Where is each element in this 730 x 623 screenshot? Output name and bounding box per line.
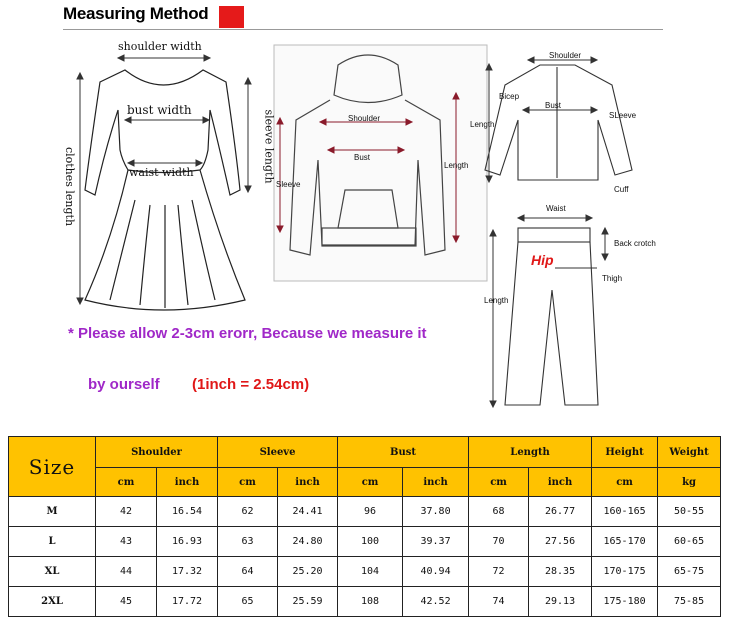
table-cell: 16.54 <box>157 497 218 527</box>
table-cell: 26.77 <box>529 497 592 527</box>
unit-cell: inch <box>403 468 469 497</box>
shirt-shoulder-label: Shoulder <box>549 51 582 60</box>
shirt-bust-label: Bust <box>545 101 562 110</box>
unit-cell: inch <box>529 468 592 497</box>
pants-thigh-label: Thigh <box>602 274 623 283</box>
table-cell: 104 <box>338 557 403 587</box>
size-chart-table <box>8 436 721 617</box>
table-cell: 160-165 <box>592 497 658 527</box>
table-cell: 75-85 <box>658 587 721 617</box>
table-cell: 29.13 <box>529 587 592 617</box>
dress-shoulder-label: shoulder width <box>118 40 202 53</box>
table-cell: 17.72 <box>157 587 218 617</box>
unit-cell: kg <box>658 468 721 497</box>
table-cell: 17.32 <box>157 557 218 587</box>
unit-cell: cm <box>218 468 278 497</box>
table-cell: 16.93 <box>157 527 218 557</box>
table-cell: 170-175 <box>592 557 658 587</box>
table-cell: 42.52 <box>403 587 469 617</box>
table-cell: 63 <box>218 527 278 557</box>
size-header: Size <box>9 437 96 497</box>
col-group-sleeve: Sleeve <box>218 437 338 468</box>
table-group-header-row <box>9 437 721 468</box>
dress-bust-label: bust width <box>127 103 192 117</box>
table-cell: 175-180 <box>592 587 658 617</box>
size-name-cell: 2XL <box>9 587 96 617</box>
dress-waist-label: waist width <box>129 166 194 179</box>
pants-backcrotch-label: Back crotch <box>614 239 656 248</box>
table-cell: 96 <box>338 497 403 527</box>
shirt-cuff-label: Cuff <box>614 185 629 194</box>
pants-waist-label: Waist <box>546 204 566 213</box>
col-group-shoulder: Shoulder <box>96 437 218 468</box>
table-cell: 45 <box>96 587 157 617</box>
table-cell: 100 <box>338 527 403 557</box>
unit-cell: inch <box>278 468 338 497</box>
pants-hip-label: Hip <box>531 252 554 268</box>
table-unit-header-row <box>9 468 721 497</box>
col-group-weight: Weight <box>658 437 721 468</box>
table-cell: 39.37 <box>403 527 469 557</box>
shirt-bicep-label: Bicep <box>499 92 520 101</box>
col-group-height: Height <box>592 437 658 468</box>
shirt-length-label: Length <box>470 120 495 129</box>
table-cell: 64 <box>218 557 278 587</box>
hoodie-bust-label: Bust <box>354 153 371 162</box>
table-cell: 37.80 <box>403 497 469 527</box>
dress-sleeve-label: sleeve length <box>262 109 276 184</box>
shirt-drawing <box>485 65 632 180</box>
table-cell: 62 <box>218 497 278 527</box>
unit-cell: cm <box>592 468 658 497</box>
shirt-arrows <box>486 57 597 182</box>
table-cell: 28.35 <box>529 557 592 587</box>
table-cell: 44 <box>96 557 157 587</box>
hoodie-shoulder-label: Shoulder <box>348 114 381 123</box>
table-row <box>9 587 721 617</box>
size-name-cell: XL <box>9 557 96 587</box>
table-cell: 24.41 <box>278 497 338 527</box>
table-cell: 42 <box>96 497 157 527</box>
table-cell: 65-75 <box>658 557 721 587</box>
error-note: * Please allow 2-3cm erorr, Because we measure it <box>68 325 427 342</box>
table-cell: 68 <box>469 497 529 527</box>
dress-clothes-label: clothes length <box>63 146 77 227</box>
table-cell: 50-55 <box>658 497 721 527</box>
size-name-cell: M <box>9 497 96 527</box>
size-name-cell: L <box>9 527 96 557</box>
shirt-sleeve-label: SLeeve <box>609 111 637 120</box>
unit-cell: inch <box>157 468 218 497</box>
inch-conversion-note: (1inch = 2.54cm) <box>192 376 310 393</box>
table-cell: 108 <box>338 587 403 617</box>
hoodie-length-label: Length <box>444 161 469 170</box>
table-cell: 24.80 <box>278 527 338 557</box>
col-group-length: Length <box>469 437 592 468</box>
table-cell: 43 <box>96 527 157 557</box>
pants-length-label: Length <box>484 296 509 305</box>
table-cell: 70 <box>469 527 529 557</box>
table-cell: 25.20 <box>278 557 338 587</box>
dress-arrows <box>77 55 251 304</box>
table-cell: 40.94 <box>403 557 469 587</box>
unit-cell: cm <box>338 468 403 497</box>
table-cell: 25.59 <box>278 587 338 617</box>
table-cell: 27.56 <box>529 527 592 557</box>
table-cell: 74 <box>469 587 529 617</box>
unit-cell: cm <box>96 468 157 497</box>
table-row <box>9 557 721 587</box>
hoodie-sleeve-label: Sleeve <box>276 180 301 189</box>
error-note-cont: by ourself <box>88 376 160 393</box>
unit-cell: cm <box>469 468 529 497</box>
table-cell: 60-65 <box>658 527 721 557</box>
table-cell: 165-170 <box>592 527 658 557</box>
table-row <box>9 527 721 557</box>
table-row <box>9 497 721 527</box>
col-group-bust: Bust <box>338 437 469 468</box>
page-title: Measuring Method <box>63 4 209 23</box>
table-cell: 65 <box>218 587 278 617</box>
table-cell: 72 <box>469 557 529 587</box>
